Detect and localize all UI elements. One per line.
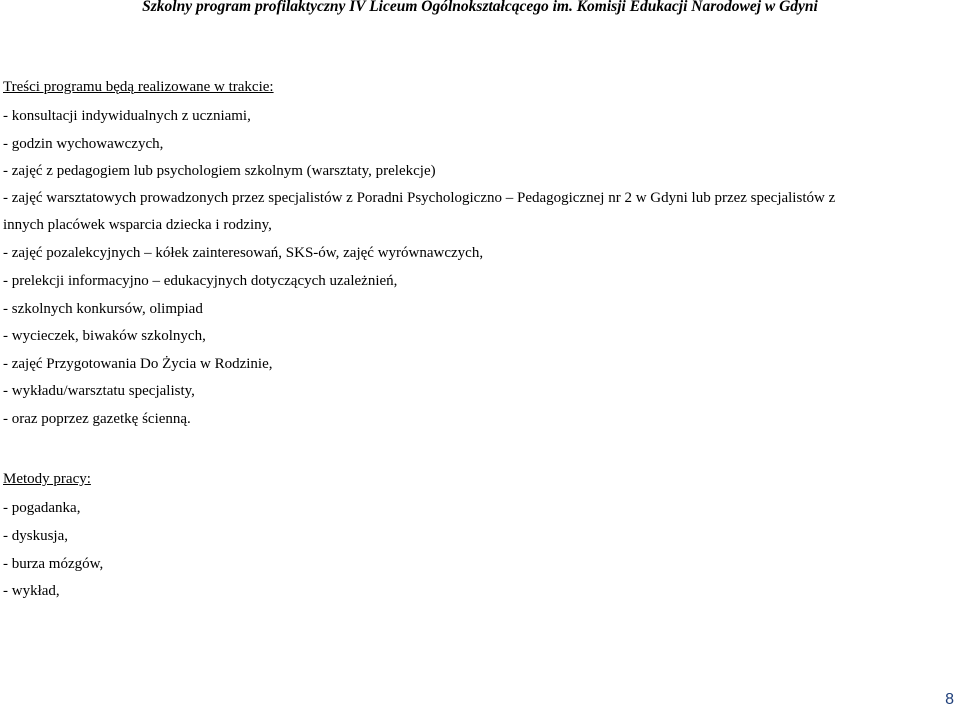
section-heading-methods: Metody pracy: [3,471,91,487]
list-item: - oraz poprzez gazetkę ścienną. [3,411,191,427]
list-item: - konsultacji indywidualnych z uczniami, [3,108,251,124]
list-item: - wykładu/warsztatu specjalisty, [3,383,195,399]
list-item: - szkolnych konkursów, olimpiad [3,301,203,317]
list-item: - zajęć z pedagogiem lub psychologiem szkolnym (warsztaty, prelekcje) [3,163,436,179]
list-item: - pogadanka, [3,500,81,516]
list-item: - prelekcji informacyjno – edukacyjnych dotyczących uzależnień, [3,273,398,289]
list-item: - wycieczek, biwaków szkolnych, [3,328,206,344]
list-item: - zajęć pozalekcyjnych – kółek zainteresowań, SKS-ów, zajęć wyrównawczych, [3,245,484,261]
section-heading-contents: Treści programu będą realizowane w trakcie: [3,79,274,95]
list-item: - godzin wychowawczych, [3,136,164,152]
page-header-title: Szkolny program profilaktyczny IV Liceum Ogólnokształcącego im. Komisji Edukacji Narodowej w Gdyni [142,0,818,15]
list-item: - zajęć warsztatowych prowadzonych przez specjalistów z Poradni Psychologiczno – Pedagogicznej nr 2 w Gdyni lub przez specjalistów z [3,190,836,206]
list-item: - zajęć Przygotowania Do Życia w Rodzinie, [3,356,273,372]
list-item: - burza mózgów, [3,556,104,572]
page-number: 8 [945,691,954,708]
list-item: - wykład, [3,583,60,599]
list-item: - dyskusja, [3,528,68,544]
list-item-continuation: innych placówek wsparcia dziecka i rodziny, [3,217,272,233]
